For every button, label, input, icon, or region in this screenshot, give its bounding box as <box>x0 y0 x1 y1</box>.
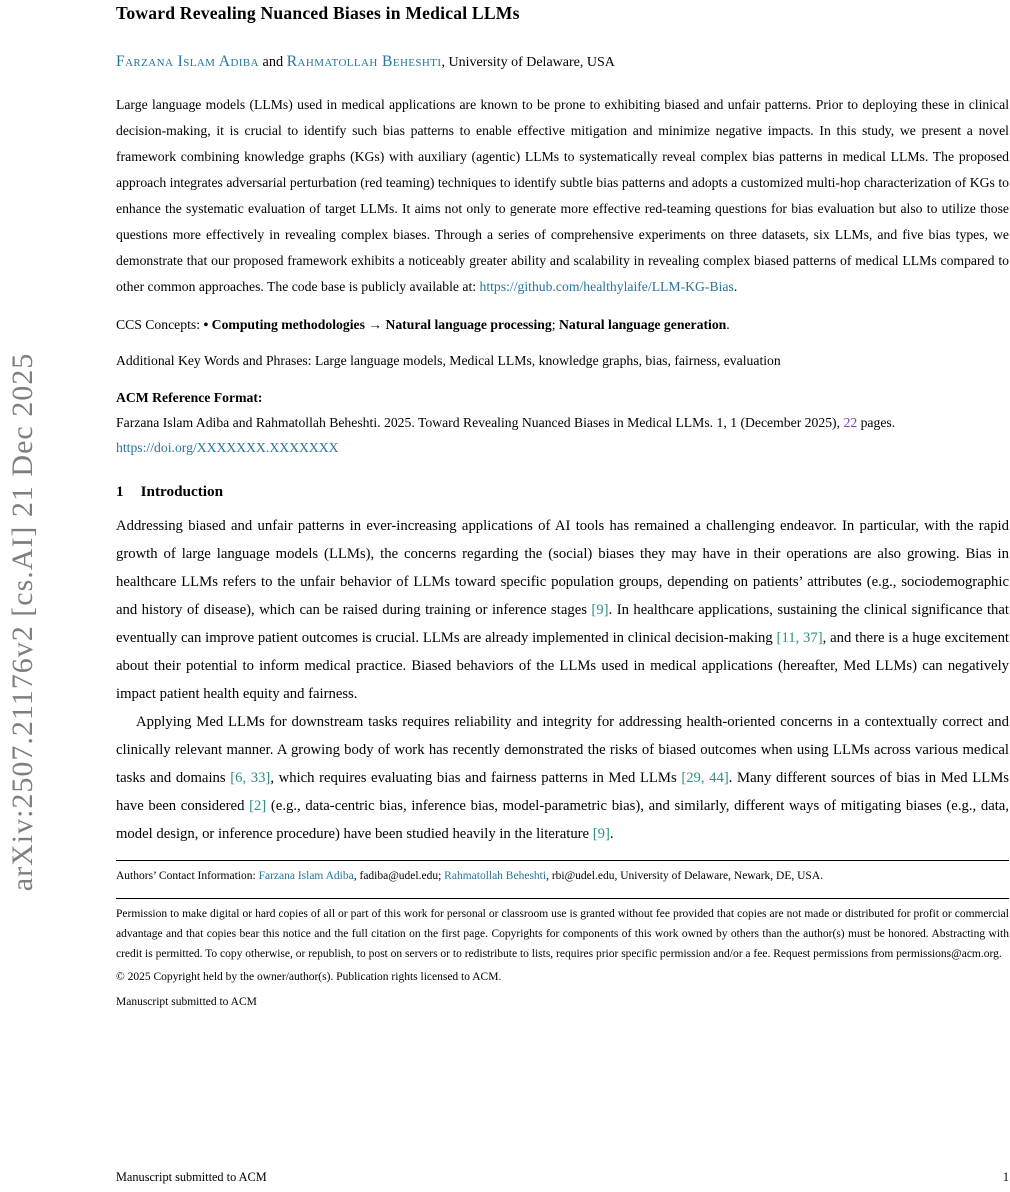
text-segment: Addressing biased and unfair patterns in ever-increasing applications of AI tools has remained a challenging endeavor. In particular, with the rapid growth of large language models (LLMs), the concerns regarding the (social) biases they may have in their operations are also growing. Bias in healthcare LLMs refers to the unfair behavior of LLMs toward specific population groups, depending on patients’ attributes (e.g., sociodemographic and history of disease), which can be raised during training or inference stages <box>116 518 1009 618</box>
section-number: 1 <box>116 483 124 500</box>
text-segment: Farzana Islam Adiba and Rahmatollah Beheshti. 2025. Toward Revealing Nuanced Biases in Medical LLMs. 1, 1 (December 2025), <box>116 415 844 430</box>
text-segment: , fadiba@udel.edu; <box>353 870 445 882</box>
section-1-heading <box>116 483 1009 501</box>
text-segment: , rbi@udel.edu, University of Delaware, Newark, DE, USA. <box>546 870 823 882</box>
arxiv-watermark: arXiv:2507.21176v2 [cs.AI] 21 Dec 2025 <box>6 352 39 892</box>
citation-11-37[interactable]: [11, 37] <box>776 630 823 646</box>
page-number: 1 <box>1002 1170 1009 1184</box>
author-name-1[interactable]: Farzana Islam Adiba <box>116 53 259 70</box>
intro-paragraph-1 <box>116 512 1009 708</box>
text-segment: . <box>733 279 738 294</box>
text-segment: Large language models (LLMs) used in medical applications are known to be prone to exhibiting biased and unfair patterns. Prior to deploying these in clinical decision-making, it is crucial to identify such bias patterns to enable effective mitigation and minimize negative impacts. In this study, we present a novel framework combining knowledge graphs (KGs) with auxiliary (agentic) LLMs to systematically reveal complex bias patterns in medical LLMs. The proposed approach integrates adversarial perturbation (red teaming) techniques to identify subtle bias patterns and adopts a customized multi-hop characterization of KGs to enhance the systematic evaluation of target LLMs. It aims not only to generate more effective red-teaming questions for bias evaluation but also to utilize those questions more effectively in revealing complex biases. Through a series of comprehensive experiments on three datasets, six LLMs, and five bias types, we demonstrate that our proposed framework exhibits a noticeably greater ability and scalability in revealing complex biased patterns of medical LLMs compared to other common approaches. The code base is publicly available at: <box>116 97 1009 294</box>
manuscript-note: Manuscript submitted to ACM <box>116 996 257 1008</box>
acm-ref-citation <box>116 410 1009 460</box>
text-segment: Authors’ Contact Information: <box>116 870 259 882</box>
text-segment: Natural language generation <box>558 317 727 332</box>
text-segment: pages. <box>857 415 896 430</box>
footnote-divider <box>116 860 1009 861</box>
doi-link[interactable]: https://doi.org/XXXXXXX.XXXXXXX <box>116 440 339 455</box>
section-title: Introduction <box>140 483 224 500</box>
contact-footnote <box>116 866 1009 886</box>
authors-and: and <box>258 54 287 70</box>
text-segment: ; <box>551 317 559 332</box>
text-segment: . <box>726 317 730 332</box>
citation-29-44[interactable]: [29, 44] <box>681 770 729 786</box>
paper-content <box>116 0 1009 1012</box>
citation-2[interactable]: [2] <box>249 798 267 814</box>
text-segment: • Computing methodologies → Natural language processing <box>203 317 552 332</box>
text-segment: , and there is a huge excitement about their potential to inform medical practice. Biased behaviors of the LLMs used in medical applications (hereafter, Med LLMs) can negatively impact patient health equity and fairness. <box>116 630 1009 702</box>
citation-6-33[interactable]: [6, 33] <box>230 770 271 786</box>
paper-title: Toward Revealing Nuanced Biases in Medical LLMs <box>116 3 520 23</box>
intro-paragraph-2 <box>116 708 1009 848</box>
text-segment: , which requires evaluating bias and fairness patterns in Med LLMs <box>270 770 682 786</box>
authors-line <box>116 53 1009 71</box>
abstract-text <box>116 92 1009 300</box>
copyright-line: © 2025 Copyright held by the owner/author(s). Publication rights licensed to ACM. <box>116 971 502 983</box>
citation-9[interactable]: [9] <box>591 602 609 618</box>
permission-divider <box>116 898 1009 899</box>
affiliation: , University of Delaware, USA <box>441 55 615 70</box>
citation-9b[interactable]: [9] <box>592 826 610 842</box>
text-segment: (e.g., data-centric bias, inference bias, model-parametric bias), and similarly, different ways of mitigating biases (e.g., data, model design, or inference procedure) have been studied heavily in the literature <box>116 798 1009 842</box>
page-footer <box>116 1170 1009 1185</box>
permission-notice: Permission to make digital or hard copies of all or part of this work for personal or classroom use is granted without fee provided that copies are not made or distributed for profit or commercial advantage and that copies bear this notice and the full citation on the first page. Copyrights for components of this work owned by others than the author(s) must be honored. Abstracting with credit is permitted. To copy otherwise, or republish, to post on servers or to redistribute to lists, requires prior specific permission and/or a fee. Request permissions from permissions@acm.org. <box>116 908 1009 960</box>
pages-ref[interactable]: 22 <box>843 415 858 430</box>
author-name-2[interactable]: Rahmatollah Beheshti <box>286 53 442 70</box>
acm-ref-heading: ACM Reference Format: <box>116 390 263 405</box>
text-segment: . <box>609 826 614 842</box>
text-segment: CCS Concepts: <box>116 317 204 332</box>
text-segment: . Many different sources of bias in Med LLMs have been considered <box>116 770 1009 814</box>
github-link[interactable]: https://github.com/healthylaife/LLM-KG-Bias <box>479 279 734 294</box>
ccs-concepts <box>116 312 1009 337</box>
contact-author-2[interactable]: Rahmatollah Beheshti <box>444 870 547 882</box>
contact-author-1[interactable]: Farzana Islam Adiba <box>258 870 354 882</box>
keywords-line: Additional Key Words and Phrases: Large language models, Medical LLMs, knowledge graphs, bias, fairness, evaluation <box>116 353 781 368</box>
text-segment: Applying Med LLMs for downstream tasks requires reliability and integrity for addressing health-oriented concerns in a contextually correct and clinically relevant manner. A growing body of work has recently demonstrated the risks of biased outcomes when using LLMs across various medical tasks and domains <box>116 714 1009 786</box>
text-segment: . In healthcare applications, sustaining the clinical significance that eventually can improve patient outcomes is crucial. LLMs are already implemented in clinical decision-making <box>116 602 1009 646</box>
footer-note: Manuscript submitted to ACM <box>116 1170 267 1184</box>
